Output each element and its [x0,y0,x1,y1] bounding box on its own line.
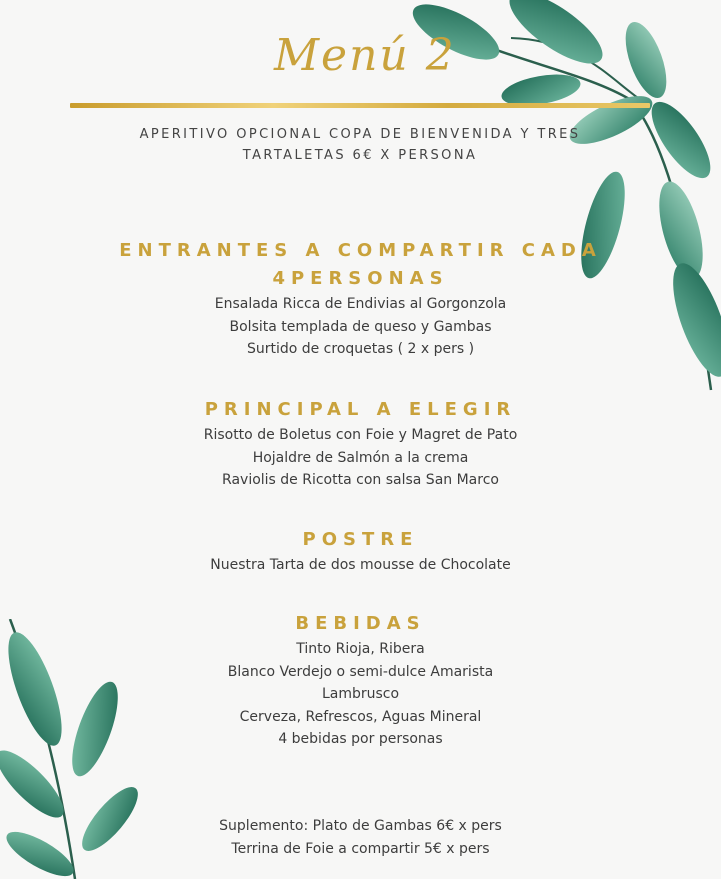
section-heading: POSTRE [302,529,419,550]
menu-item: Hojaldre de Salmón a la crema [252,449,469,466]
menu-item: Cerveza, Refrescos, Aguas Mineral [239,708,482,725]
section-entrantes [0,237,721,361]
section-heading: PRINCIPAL A ELEGIR [204,399,517,420]
menu-item: 4 bebidas por personas [278,731,443,747]
suplementos [0,815,721,860]
section-heading: ENTRANTES A COMPARTIR CADA [119,240,602,261]
menu-item: Risotto de Boletus con Foie y Magret de Pato [203,427,518,443]
aperitivo-line: TARTALETAS 6€ X PERSONA [242,148,478,163]
section-principal [0,396,721,492]
menu-item: Blanco Verdejo o semi-dulce Amarista [227,663,494,680]
section-heading: BEBIDAS [295,613,426,634]
menu-item: Ensalada Ricca de Endivias al Gorgonzola [214,296,507,312]
menu-item: Bolsita templada de queso y Gambas [229,318,492,335]
suplemento-item: Terrina de Foie a compartir 5€ x pers [231,840,490,857]
aperitivo-note [110,124,610,166]
menu-item: Nuestra Tarta de dos mousse de Chocolate [210,557,511,573]
suplemento-item: Suplemento: Plato de Gambas 6€ x pers [219,818,502,834]
menu-title: Menú 2 [274,30,456,81]
section-bebidas [0,610,721,751]
menu-item: Lambrusco [321,686,400,702]
section-postre [0,526,721,577]
gold-divider [70,103,650,108]
section-heading: 4PERSONAS [272,268,449,289]
menu-item: Surtido de croquetas ( 2 x pers ) [246,341,475,357]
aperitivo-line: APERITIVO OPCIONAL COPA DE BIENVENIDA Y TRES [139,127,581,142]
menu-item: Raviolis de Ricotta con salsa San Marco [222,472,499,488]
menu-item: Tinto Rioja, Ribera [296,641,425,657]
